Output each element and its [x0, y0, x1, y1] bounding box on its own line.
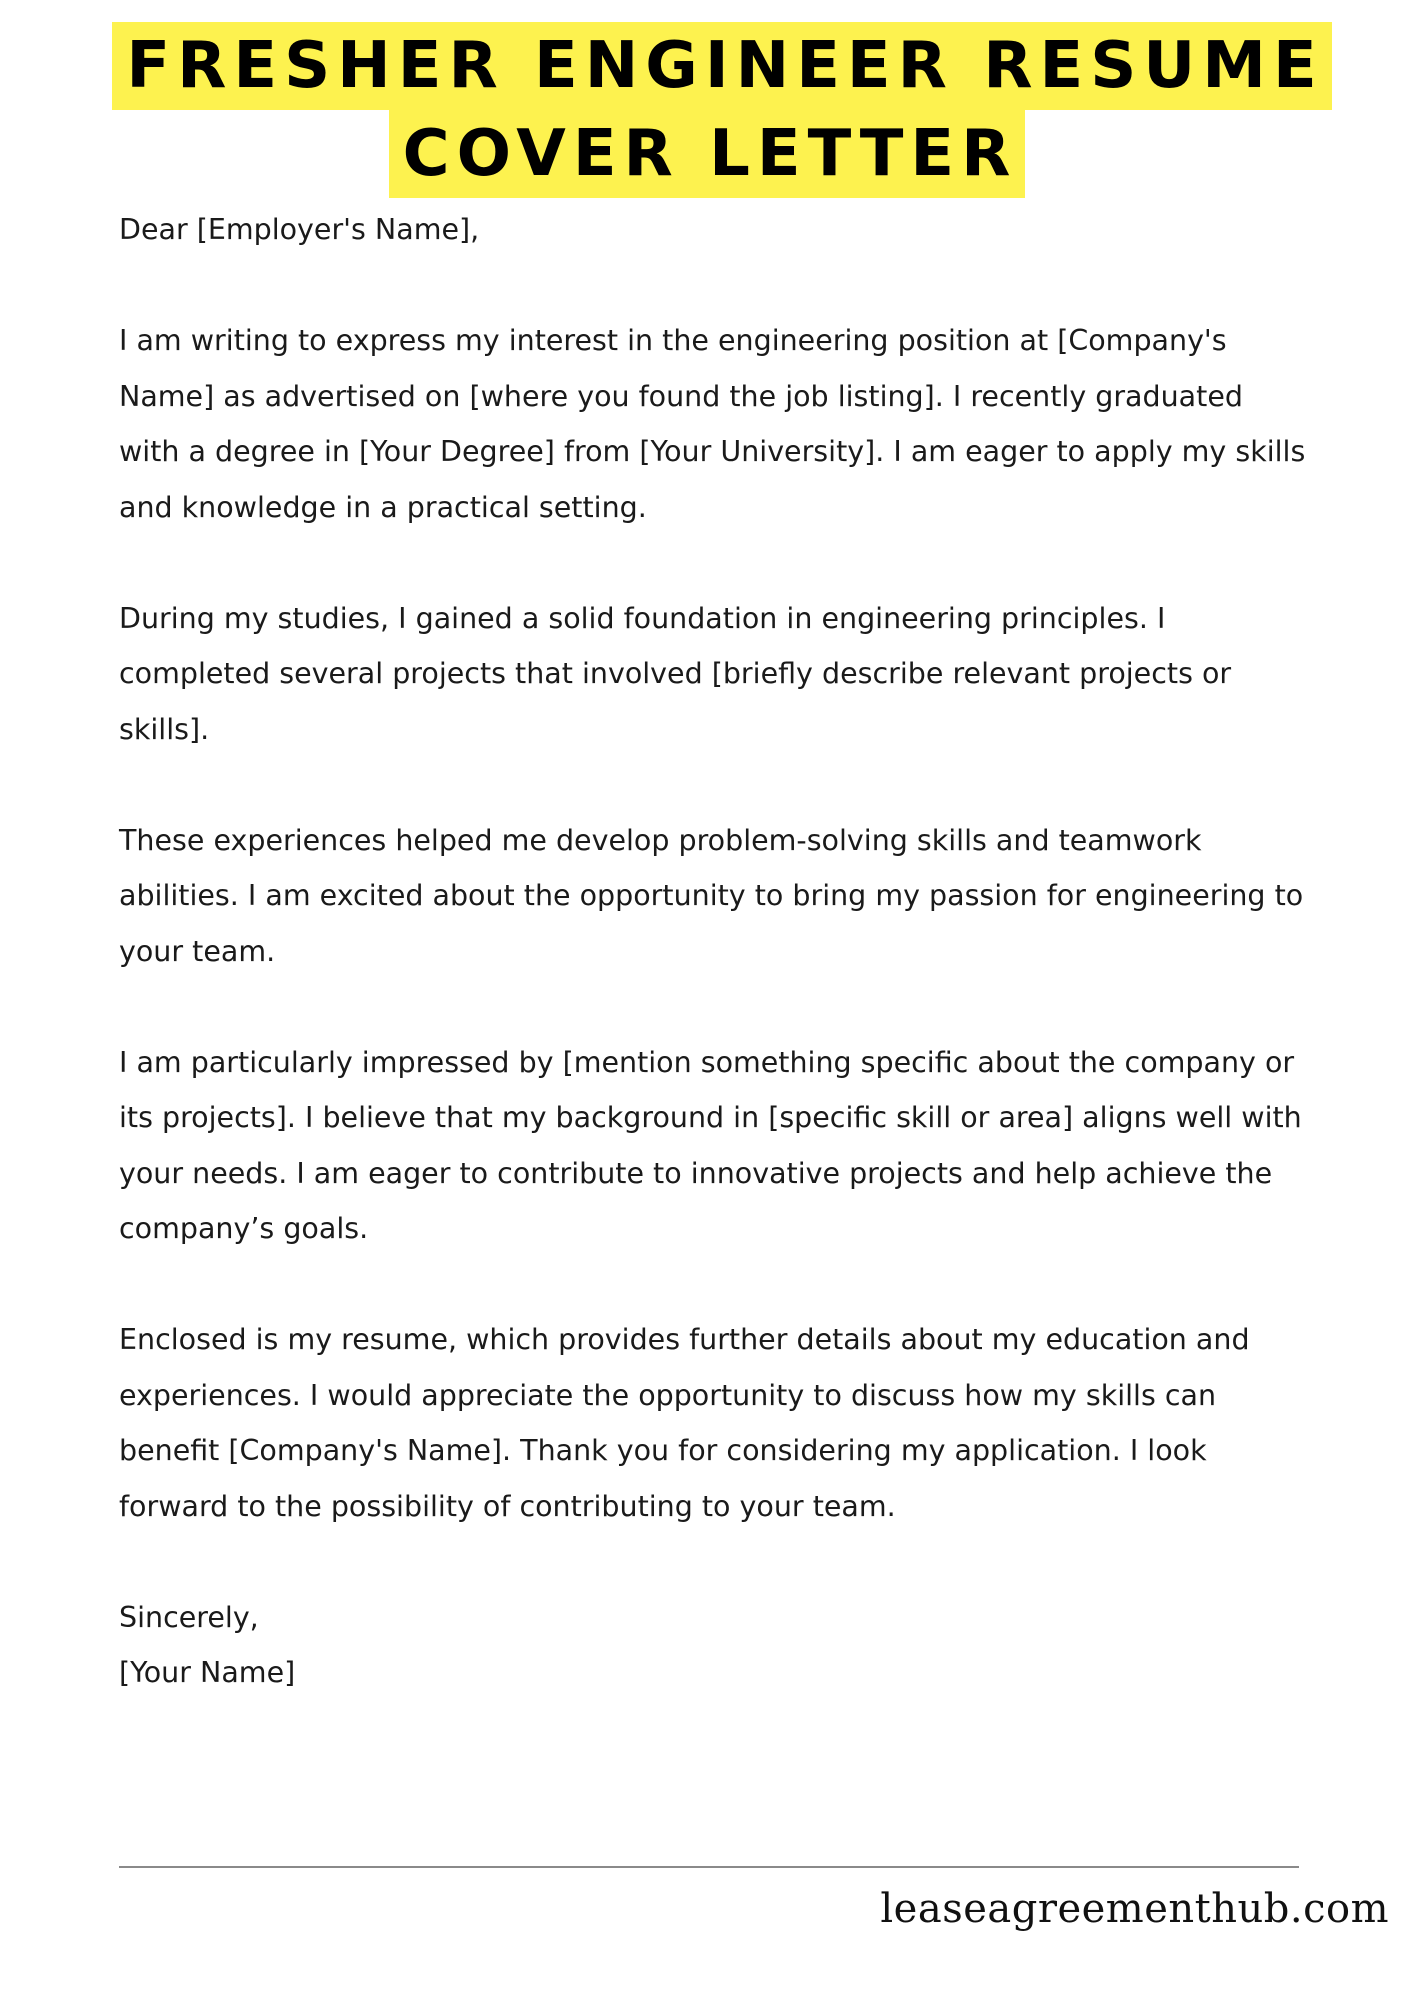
- paragraph-enclosure: Enclosed is my resume, which provides further details about my education and experiences. I would appreciate the opportunity to discuss how my skills can benefit [Company's Name]. Thank you for considering my application. I look forward to the possibility of contributing to your team.: [119, 1323, 1250, 1523]
- paragraph-experience: These experiences helped me develop problem-solving skills and teamwork abilities. I am excited about the opportunity to bring my passion for engineering to your team.: [119, 823, 1304, 968]
- salutation: Dear [Employer's Name],: [119, 213, 480, 246]
- title-line-1: FRESHER ENGINEER RESUME: [112, 22, 1331, 110]
- paragraph-company: I am particularly impressed by [mention something specific about the company or its projects]. I believe that my background in [specific skill or area] aligns well with your needs. I am eager to contribute to innovative projects and help achieve the company’s goals.: [119, 1045, 1302, 1245]
- closing: Sincerely,: [119, 1600, 259, 1634]
- letter-body: [119, 202, 1309, 1701]
- signature: [Your Name]: [119, 1656, 296, 1689]
- website-logo: leaseagreementhub.com: [880, 1886, 1389, 1932]
- document-title: [0, 22, 1414, 198]
- title-line-2: COVER LETTER: [389, 110, 1026, 198]
- paragraph-studies: During my studies, I gained a solid foundation in engineering principles. I completed several projects that involved [briefly describe relevant projects or skills].: [119, 601, 1232, 746]
- footer-divider: [119, 1866, 1299, 1868]
- paragraph-intro: I am writing to express my interest in the engineering position at [Company's Name] as advertised on [where you found the job listing]. I recently graduated with a degree in [Your Degree] from [Your University]. I am eager to apply my skills and knowledge in a practical setting.: [119, 324, 1306, 524]
